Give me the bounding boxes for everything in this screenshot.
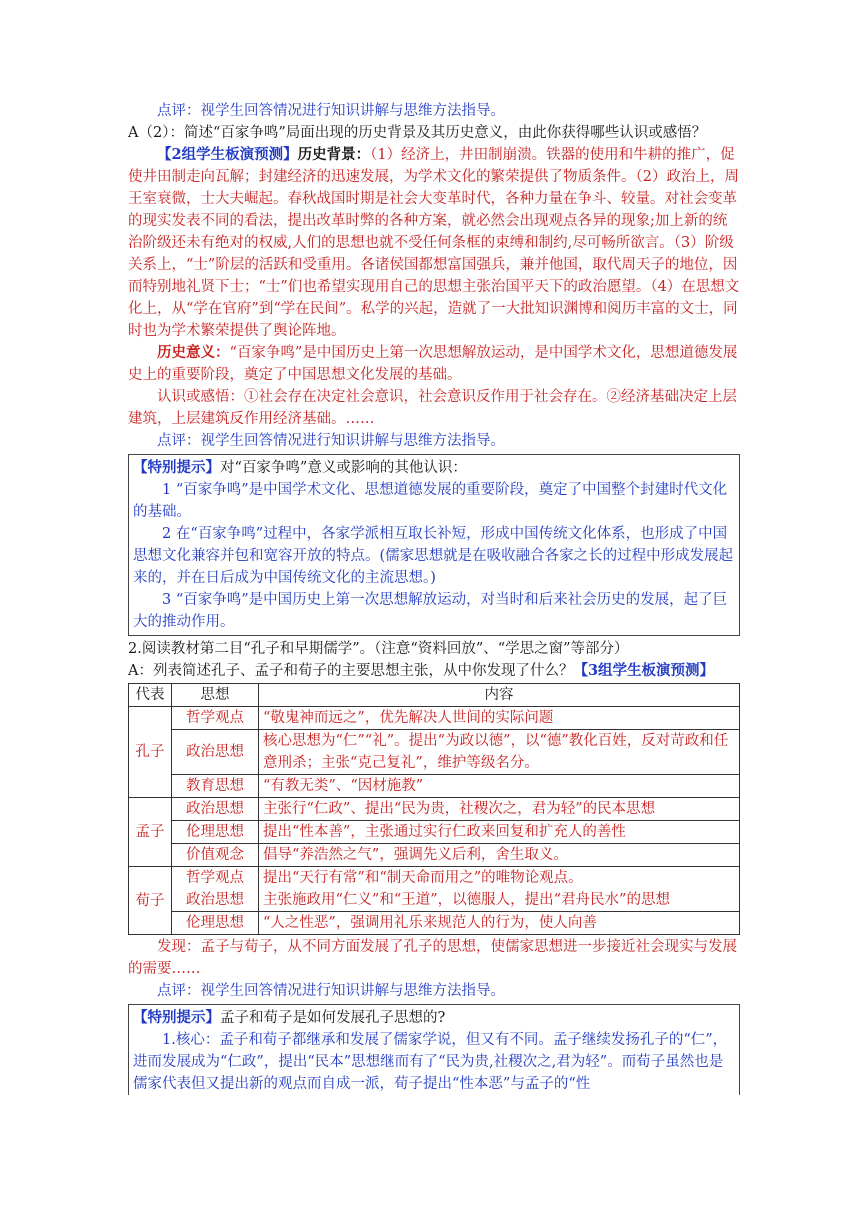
- content-cell: 主张行“仁政”、提出“民为贵，社稷次之，君为轻”的民本思想: [259, 798, 740, 821]
- tip1-item: 1 “百家争鸣”是中国学术文化、思想道德发展的重要阶段，奠定了中国整个封建时代文化的基础。: [133, 482, 728, 520]
- question-a: [128, 660, 740, 682]
- table-row: [129, 775, 740, 798]
- content-cell: “敬鬼神而远之”，优先解决人世间的实际问题: [259, 707, 740, 730]
- tip2-title-text: 孟子和荀子是如何发展孔子思想的?: [220, 1010, 446, 1026]
- tip1-item: 3 “百家争鸣”是中国历史上第一次思想解放运动，对当时和后来社会历史的发展，起了巨大的推动作用。: [133, 592, 728, 630]
- significance-text: “百家争鸣”是中国历史上第一次思想解放运动，是中国学术文化，思想道德发展史上的重要阶段，奠定了中国思想文化发展的基础。: [128, 345, 738, 383]
- content-cell: 核心思想为“仁”“礼”。提出“为政以德”，以“德”教化百姓，反对苛政和任意刑杀；主张“克己复礼”，维护等级名分。: [259, 730, 740, 775]
- significance-label: 历史意义：: [157, 344, 230, 361]
- table-row: [129, 867, 740, 912]
- question-a-text: A：列表简述孔子、孟子和荀子的主要思想主张，从中你发现了什么？: [128, 663, 574, 679]
- comment-2: 点评：视学生回答情况进行知识讲解与思维方法指导。: [157, 433, 505, 449]
- category-cell: 伦理思想: [172, 912, 259, 935]
- tip2-title: [133, 1007, 735, 1029]
- header-representative: 代表: [129, 684, 172, 707]
- tip1-title: [133, 457, 735, 479]
- table-header-row: [129, 684, 740, 707]
- reading-instruction-2: 2.阅读教材第二目“孔子和早期儒学”。（注意“资料回放”、“学思之窗”等部分）: [128, 641, 629, 657]
- special-tip-box-2: [128, 1004, 740, 1095]
- category-cell: 教育思想: [172, 775, 259, 798]
- comment-1: 点评：视学生回答情况进行知识讲解与思维方法指导。: [157, 103, 505, 119]
- background-text: （1）经济上，井田制崩溃。铁器的使用和牛耕的推广，促使井田制走向瓦解；封建经济的迅速发展，为学术文化的繁荣提供了物质条件。（2）政治上，周王室衰微，士大夫崛起。春秋战国时期是社会大变革时代，各种力量在争斗、较量。对社会变革的现实发表不同的看法，提出改革时弊的各种方案，就必然会出现观点各异的现象;加上新的统治阶级还未有绝对的权威,人们的思想也就不受任何条框的束缚和制约,尽可畅所欲言。（3）阶级关系上，“士”阶层的活跃和受重用。各诸侯国都想富国强兵，兼并他国，取代周天子的地位，因而特别地礼贤下士；“士”们也希望实现用自己的思想主张治国平天下的政治愿望。（4）在思想文化上，从“学在官府”到“学在民间”。私学的兴起，造就了一大批知识渊博和阅历丰富的文士，同时也为学术繁荣提供了舆论阵地。: [128, 147, 740, 339]
- representative-cell: 荀子: [129, 867, 172, 935]
- table-row: [129, 821, 740, 844]
- category-cell: 哲学观点: [172, 707, 259, 730]
- representative-cell: 孔子: [129, 707, 172, 798]
- history-background: [128, 144, 740, 342]
- content-cell: “人之性恶”，强调用礼乐来规范人的行为，使人向善: [259, 912, 740, 935]
- content-cell: 倡导“养浩然之气”，强调先义后利，舍生取义。: [259, 844, 740, 867]
- group-tag-2: 【2组学生板演预测】: [157, 146, 298, 163]
- content-cell: 提出“天行有常”和“制天命而用之”的唯物论观点。 主张施政用“仁义”和“王道”，以德服人，提出“君舟民水”的思想: [259, 867, 740, 912]
- tip2-item-1: 1.核心：孟子和荀子都继承和发展了儒家学说，但又有不同。孟子继续发扬孔子的“仁”，进而发展成为“仁政”，提出“民本”思想继而有了“民为贵,社稷次之,君为轻”。而荀子虽然也是儒家代表但又提出新的观点而自成一派，荀子提出“性本恶”与孟子的“性: [133, 1032, 728, 1092]
- content-cell: 提出“性本善”，主张通过实行仁政来回复和扩充人的善性: [259, 821, 740, 844]
- question-a2: A（2）：简述“百家争鸣”局面出现的历史背景及其历史意义，由此你获得哪些认识或感悟？: [128, 125, 707, 141]
- category-cell: 政治思想: [172, 798, 259, 821]
- tip2-tag: 【特别提示】: [133, 1009, 220, 1026]
- category-cell: 哲学观点 政治思想: [172, 867, 259, 912]
- table-row: [129, 798, 740, 821]
- comment-3: 点评：视学生回答情况进行知识讲解与思维方法指导。: [157, 983, 505, 999]
- header-thought: 思想: [172, 684, 259, 707]
- category-cell: 政治思想: [172, 730, 259, 775]
- category-cell: 价值观念: [172, 844, 259, 867]
- special-tip-box-1: [128, 454, 740, 636]
- table-row: [129, 707, 740, 730]
- tip1-title-text: 对“百家争鸣”意义或影响的其他认识：: [220, 460, 467, 476]
- table-row: [129, 844, 740, 867]
- document-page: [128, 100, 740, 1097]
- tip1-item: 2 在“百家争鸣”过程中，各家学派相互取长补短，形成中国传统文化体系，也形成了中国思想文化兼容并包和宽容开放的特点。(儒家思想就是在吸收融合各家之长的过程中形成发展起来的，并在日后成为中国传统文化的主流思想。): [133, 526, 734, 586]
- insight: 认识或感悟：①社会存在决定社会意识，社会意识反作用于社会存在。②经济基础决定上层建筑，上层建筑反作用经济基础。……: [128, 389, 737, 427]
- history-significance: [128, 342, 740, 386]
- background-label: 历史背景：: [297, 146, 371, 163]
- finding: 发现：孟子与荀子，从不同方面发展了孔子的思想，使儒家思想进一步接近社会现实与发展的需要……: [128, 939, 737, 977]
- content-cell: “有教无类”、“因材施教”: [259, 775, 740, 798]
- confucian-schools-table: [128, 683, 740, 935]
- table-row: [129, 730, 740, 775]
- representative-cell: 孟子: [129, 798, 172, 867]
- group-tag-3: 【3组学生板演预测】: [573, 662, 715, 679]
- category-cell: 伦理思想: [172, 821, 259, 844]
- header-content: 内容: [259, 684, 740, 707]
- tip1-tag: 【特别提示】: [133, 459, 220, 476]
- table-row: [129, 912, 740, 935]
